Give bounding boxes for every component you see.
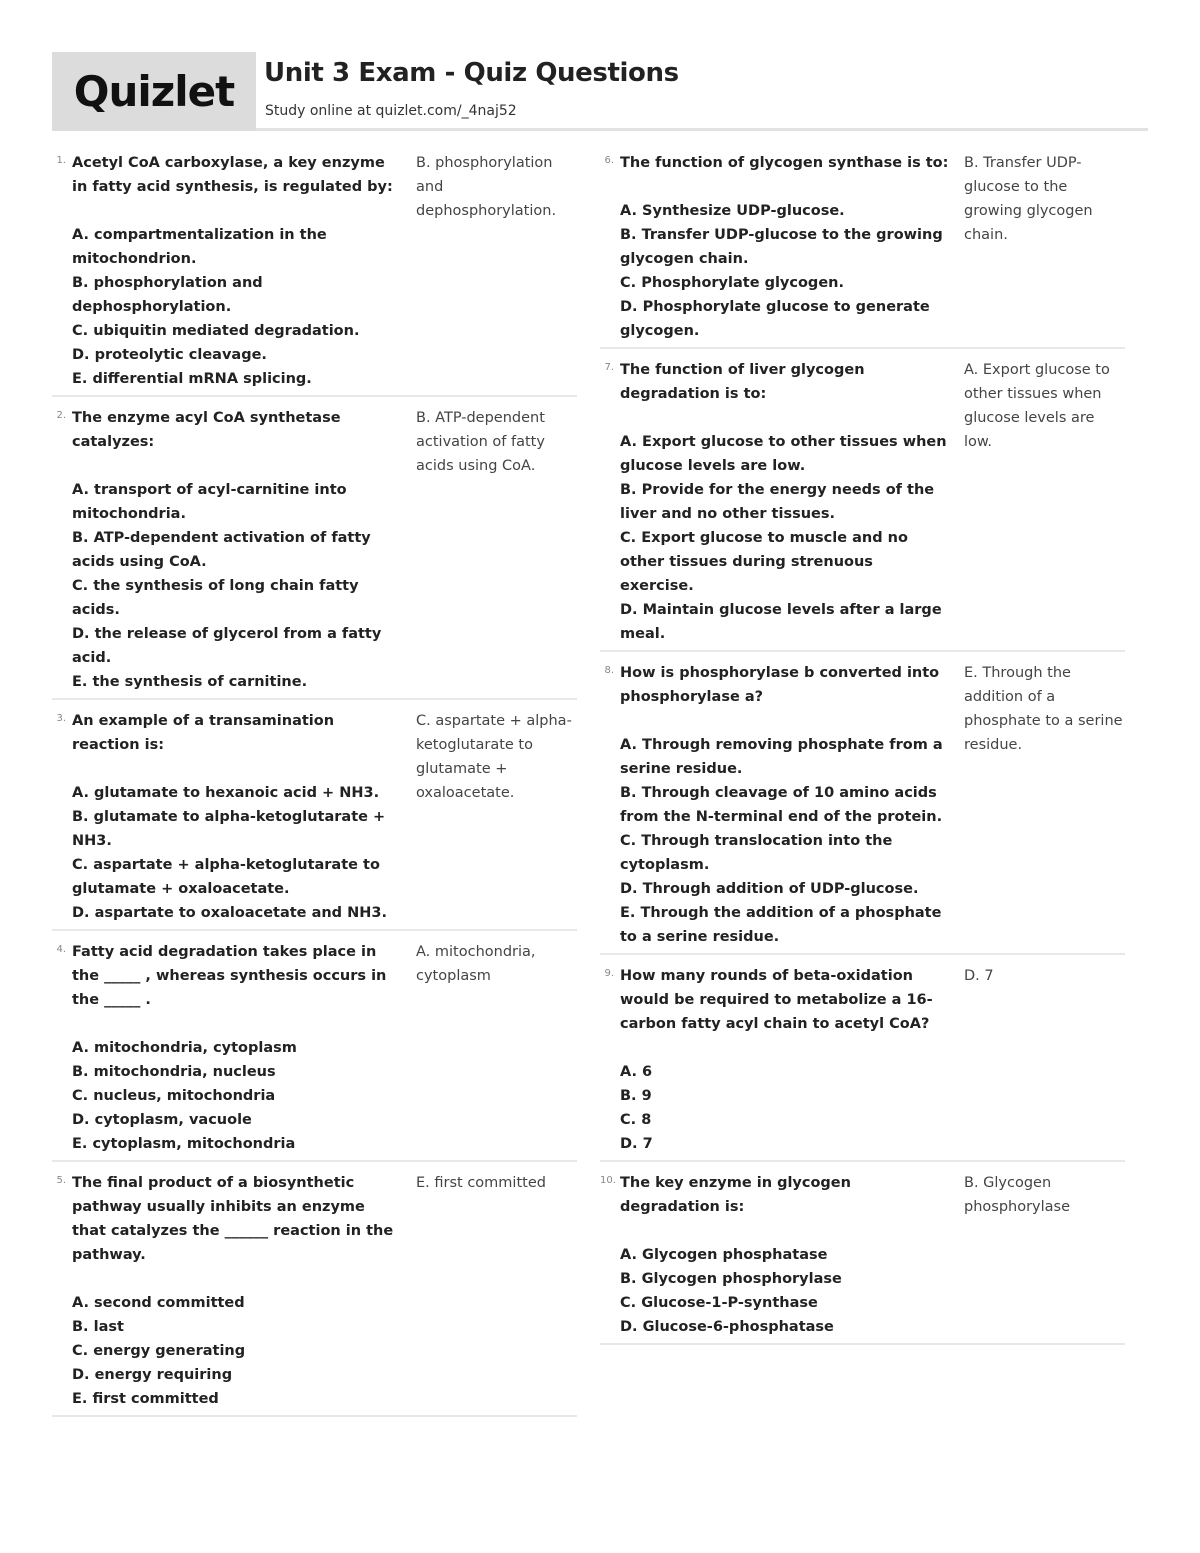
option: A. mitochondria, cytoplasm: [72, 1040, 297, 1056]
option: C. aspartate + alpha-ketoglutarate to glutamate + oxaloacetate.: [72, 857, 380, 897]
option: B. last: [72, 1319, 124, 1335]
question-card: [600, 1168, 1125, 1345]
option: D. aspartate to oxaloacetate and NH3.: [72, 905, 387, 921]
question-card: [600, 355, 1125, 652]
question-stem: The enzyme acyl CoA synthetase catalyzes:: [72, 410, 341, 450]
question-number: 3.: [56, 713, 66, 724]
question-number: 6.: [604, 155, 614, 166]
question-card: [52, 706, 577, 931]
question-card: [52, 1168, 577, 1417]
logo-text: Quizlet: [73, 67, 235, 116]
option: A. transport of acyl-carnitine into mitochondria.: [72, 482, 347, 522]
option: A. Export glucose to other tissues when glucose levels are low.: [620, 434, 947, 474]
question-stem: How is phosphorylase b converted into phosphorylase a?: [620, 665, 940, 705]
question-stem: The key enzyme in glycogen degradation is:: [620, 1175, 851, 1215]
question-number: 5.: [56, 1175, 66, 1186]
study-online-link[interactable]: Study online at quizlet.com/_4naj52: [265, 103, 517, 119]
answer-text: E. Through the addition of a phosphate to a serine residue.: [964, 665, 1123, 753]
option: A. Synthesize UDP-glucose.: [620, 203, 845, 219]
question-stem: An example of a transamination reaction is:: [72, 713, 335, 753]
option: A. 6: [620, 1064, 653, 1080]
option: B. glutamate to alpha-ketoglutarate + NH3.: [72, 809, 386, 849]
option: D. Phosphorylate glucose to generate glycogen.: [620, 299, 930, 339]
question-stem: Fatty acid degradation takes place in the _____ , whereas synthesis occurs in the _____ .: [72, 944, 387, 1008]
right-column: [600, 148, 1125, 1351]
option: C. Export glucose to muscle and no other tissues during strenuous exercise.: [620, 530, 908, 594]
question-card: [600, 148, 1125, 349]
question-text: [620, 358, 950, 646]
option: D. Through addition of UDP-glucose.: [620, 881, 919, 897]
option: A. second committed: [72, 1295, 245, 1311]
question-number: 8.: [604, 665, 614, 676]
answer-text: E. first committed: [416, 1175, 546, 1191]
question-stem: The function of liver glycogen degradation is to:: [620, 362, 865, 402]
question-card: [52, 148, 577, 397]
option: E. cytoplasm, mitochondria: [72, 1136, 296, 1152]
question-number: 4.: [56, 944, 66, 955]
question-text: [72, 406, 402, 694]
question-text: [72, 940, 402, 1156]
option: C. ubiquitin mediated degradation.: [72, 323, 360, 339]
option: C. the synthesis of long chain fatty acids.: [72, 578, 359, 618]
option: B. Glycogen phosphorylase: [620, 1271, 842, 1287]
question-stem: How many rounds of beta-oxidation would be required to metabolize a 16-carbon fatty acyl chain to acetyl CoA?: [620, 968, 933, 1032]
question-stem: The function of glycogen synthase is to:: [620, 155, 949, 171]
question-text: [620, 151, 950, 343]
answer-text: B. Transfer UDP-glucose to the growing glycogen chain.: [964, 155, 1093, 243]
question-number: 7.: [604, 362, 614, 373]
option: C. nucleus, mitochondria: [72, 1088, 276, 1104]
option: B. mitochondria, nucleus: [72, 1064, 276, 1080]
option: E. the synthesis of carnitine.: [72, 674, 308, 690]
question-card: [52, 937, 577, 1162]
option: D. the release of glycerol from a fatty acid.: [72, 626, 382, 666]
answer-text: B. Glycogen phosphorylase: [964, 1175, 1071, 1215]
option: A. compartmentalization in the mitochondrion.: [72, 227, 327, 267]
option: D. Maintain glucose levels after a large meal.: [620, 602, 942, 642]
option: D. proteolytic cleavage.: [72, 347, 267, 363]
option: A. glutamate to hexanoic acid + NH3.: [72, 785, 380, 801]
option: C. Phosphorylate glycogen.: [620, 275, 844, 291]
option: C. 8: [620, 1112, 652, 1128]
question-number: 10.: [600, 1175, 616, 1186]
question-text: [620, 964, 950, 1156]
question-text: [72, 1171, 402, 1411]
option: E. Through the addition of a phosphate to a serine residue.: [620, 905, 942, 945]
quizlet-logo: [52, 52, 256, 131]
option: B. Provide for the energy needs of the liver and no other tissues.: [620, 482, 935, 522]
option: C. energy generating: [72, 1343, 246, 1359]
option: C. Through translocation into the cytoplasm.: [620, 833, 893, 873]
question-number: 1.: [56, 155, 66, 166]
question-number: 9.: [604, 968, 614, 979]
option: A. Glycogen phosphatase: [620, 1247, 828, 1263]
question-stem: The final product of a biosynthetic pathway usually inhibits an enzyme that catalyzes the ______ reaction in the pathway.: [72, 1175, 394, 1263]
page-title: Unit 3 Exam - Quiz Questions: [264, 58, 679, 88]
answer-text: D. 7: [964, 968, 994, 984]
option: D. 7: [620, 1136, 653, 1152]
option: D. energy requiring: [72, 1367, 233, 1383]
question-text: [620, 661, 950, 949]
option: C. Glucose-1-P-synthase: [620, 1295, 818, 1311]
answer-text: A. Export glucose to other tissues when glucose levels are low.: [964, 362, 1110, 450]
option: B. 9: [620, 1088, 652, 1104]
answer-text: B. ATP-dependent activation of fatty acids using CoA.: [416, 410, 545, 474]
left-column: [52, 148, 577, 1423]
answer-text: C. aspartate + alpha-ketoglutarate to glutamate + oxaloacetate.: [416, 713, 572, 801]
option: E. differential mRNA splicing.: [72, 371, 312, 387]
question-card: [600, 658, 1125, 955]
header-divider: [256, 128, 1148, 131]
question-card: [600, 961, 1125, 1162]
option: A. Through removing phosphate from a serine residue.: [620, 737, 943, 777]
option: D. cytoplasm, vacuole: [72, 1112, 252, 1128]
option: E. first committed: [72, 1391, 219, 1407]
option: B. phosphorylation and dephosphorylation.: [72, 275, 263, 315]
question-card: [52, 403, 577, 700]
option: B. Transfer UDP-glucose to the growing glycogen chain.: [620, 227, 943, 267]
option: B. Through cleavage of 10 amino acids from the N-terminal end of the protein.: [620, 785, 943, 825]
option: B. ATP-dependent activation of fatty acids using CoA.: [72, 530, 371, 570]
question-text: [72, 151, 402, 391]
answer-text: B. phosphorylation and dephosphorylation.: [416, 155, 557, 219]
question-text: [72, 709, 402, 925]
option: D. Glucose-6-phosphatase: [620, 1319, 834, 1335]
question-stem: Acetyl CoA carboxylase, a key enzyme in fatty acid synthesis, is regulated by:: [72, 155, 393, 195]
answer-text: A. mitochondria, cytoplasm: [416, 944, 536, 984]
question-text: [620, 1171, 950, 1339]
question-number: 2.: [56, 410, 66, 421]
